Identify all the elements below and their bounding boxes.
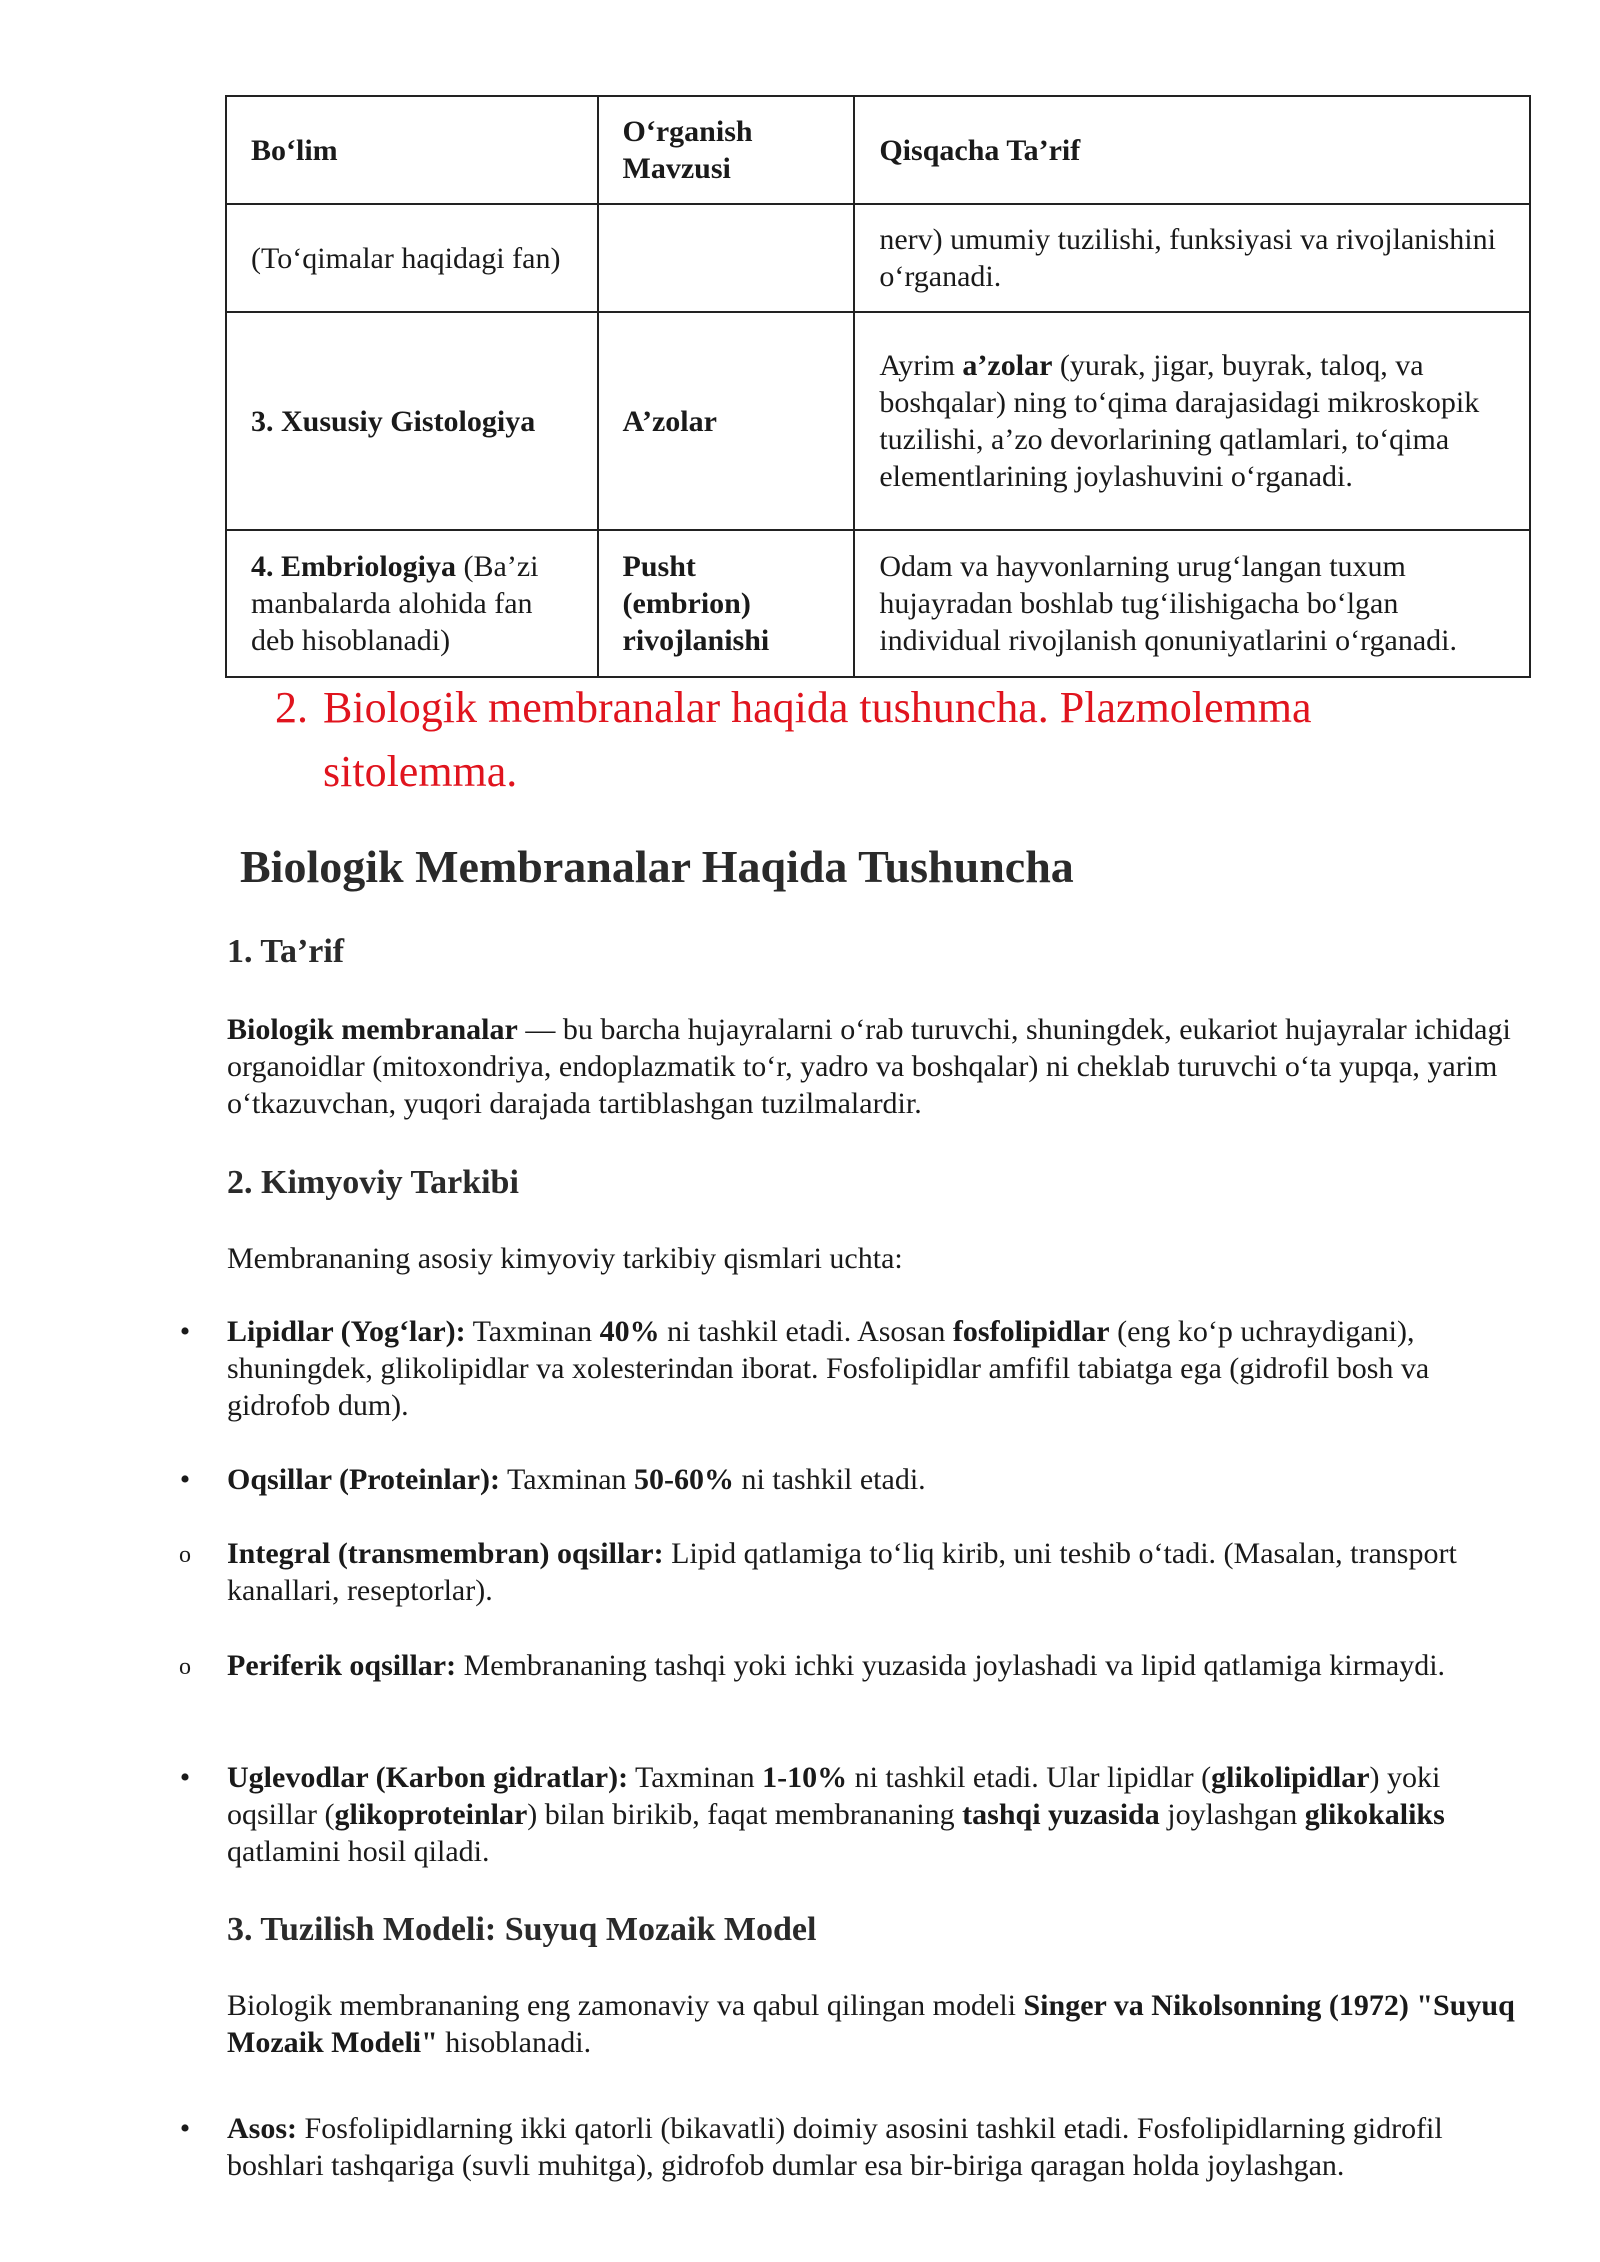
carbs-glikokaliks: glikokaliks [1304, 1798, 1445, 1831]
model-text: Biologik membrananing eng zamonaviy va qabul qilingan modeli [227, 1989, 1024, 2022]
table-row [226, 312, 1530, 530]
row2-topic-label: A’zolar [622, 404, 717, 438]
row1-description: nerv) umumiy tuzilishi, funksiyasi va rivojlanishini o‘rganadi. [854, 204, 1530, 312]
row1-topic [598, 204, 855, 312]
subheading-tuzilish-modeli: 3. Tuzilish Modeli: Suyuq Mozaik Model [227, 1911, 817, 1948]
lipids-fosfolipidlar: fosfolipidlar [952, 1315, 1110, 1348]
proteins-percent: 50-60% [634, 1463, 735, 1496]
header-organish-mavzusi: O‘rganish Mavzusi [598, 96, 855, 204]
lipids-text-3: (eng ko‘p uchraydigani), shuningdek, glikolipidlar va xolesterindan iborat. Fosfolipidlar amfifil tabiatga ega (gidrofil bosh va gidrofob dum). [227, 1315, 1430, 1422]
model-text-end: hisoblanadi. [437, 2026, 592, 2059]
circle-bullet-icon: o [179, 1654, 191, 1680]
lipids-label: Lipidlar (Yog‘lar): [227, 1315, 466, 1348]
bullet-icon: • [179, 1315, 191, 1348]
list-item-proteins [179, 1461, 1537, 1498]
row2-desc-bold: a’zolar [962, 349, 1053, 382]
row2-topic [598, 312, 855, 530]
model-name: Singer va Nikolsonning (1972) "Suyuq Mozaik Modeli" [227, 1989, 1515, 2059]
definition-text: — bu barcha hujayralarni o‘rab turuvchi, shuningdek, eukariot hujayralar ichidagi organoidlar (mitoxondriya, endoplazmatik to‘r, yadro va boshqalar) ni cheklab turuvchi o‘ta yupqa, yarim o‘tkazuvchan, yuqori darajada tartiblashgan tuzilmalardir. [227, 1013, 1511, 1120]
table-row [226, 204, 1530, 312]
row2-section-label: 3. Xususiy Gistologiya [251, 404, 536, 438]
row3-description: Odam va hayvonlarning urug‘langan tuxum hujayradan boshlab tug‘ilishigacha bo‘lgan individual rivojlanish qonuniyatlarini o‘rganadi. [854, 530, 1530, 677]
carbs-text-4: ) bilan birikib, faqat membrananing [527, 1798, 963, 1831]
asos-text: Fosfolipidlarning ikki qatorli (bikavatli) doimiy asosini tashkil etadi. Fosfolipidlarning gidrofil boshlari tashqariga (suvli muhitga), gidrofob dumlar esa bir-biriga qaragan holda joylashgan. [227, 2112, 1443, 2182]
header-bolim: Bo‘lim [226, 96, 598, 204]
carbs-text-2: ni tashkil etadi. Ular lipidlar ( [847, 1761, 1212, 1794]
bullet-icon: • [179, 2112, 191, 2145]
circle-bullet-icon: o [179, 1542, 191, 1568]
section-heading-number: 2. [275, 683, 308, 732]
row2-section [226, 312, 598, 530]
page-title: Biologik Membranalar Haqida Tushuncha [240, 841, 1074, 892]
row2-desc-post: (yurak, jigar, buyrak, taloq, va boshqalar) ning to‘qima darajasidagi mikroskopik tuzilishi, a’zo devorlarining qatlamlari, to‘qima elementlarining joylashuvini o‘rganadi. [879, 349, 1480, 493]
bullet-icon: • [179, 1463, 191, 1496]
lipids-text-2: ni tashkil etadi. Asosan [659, 1315, 953, 1348]
carbs-tashqi-yuzasida: tashqi yuzasida [962, 1798, 1160, 1831]
carbs-text-1: Taxminan [628, 1761, 763, 1794]
header-qisqacha-tarif: Qisqacha Ta’rif [854, 96, 1530, 204]
histology-table [225, 95, 1531, 678]
carbs-glikolipidlar: glikolipidlar [1211, 1761, 1370, 1794]
integral-label: Integral (transmembran) oqsillar: [227, 1537, 664, 1570]
lipids-percent: 40% [599, 1315, 660, 1348]
carbs-percent: 1-10% [762, 1761, 848, 1794]
row2-desc-pre: Ayrim [879, 349, 963, 382]
carbs-text-5: joylashgan [1159, 1798, 1305, 1831]
section-heading-text: Biologik membranalar haqida tushuncha. Plazmolemma sitolemma. [323, 683, 1312, 796]
bullet-icon: • [179, 1761, 191, 1794]
row3-section-bold: 4. Embriologiya [251, 550, 457, 583]
carbs-glikoproteinlar: glikoproteinlar [334, 1798, 528, 1831]
table-row [226, 530, 1530, 677]
lipids-text-1: Taxminan [465, 1315, 600, 1348]
definition-paragraph [227, 1011, 1537, 1122]
list-item-peripheral-proteins [179, 1647, 1537, 1684]
row2-description [854, 312, 1530, 530]
section-heading [275, 676, 1475, 804]
row3-topic-label: Pusht (embrion) rivojlanishi [622, 550, 770, 657]
list-item-integral-proteins [179, 1535, 1537, 1609]
asos-label: Asos: [227, 2112, 298, 2145]
row3-topic [598, 530, 855, 677]
list-item-carbohydrates [179, 1759, 1537, 1870]
composition-intro: Membrananing asosiy kimyoviy tarkibiy qismlari uchta: [227, 1242, 903, 1275]
peripheral-label: Periferik oqsillar: [227, 1649, 457, 1682]
integral-text: Lipid qatlamiga to‘liq kirib, uni teshib o‘tadi. (Masalan, transport kanallari, reseptorlar). [227, 1537, 1457, 1607]
proteins-label: Oqsillar (Proteinlar): [227, 1463, 501, 1496]
table-header-row [226, 96, 1530, 204]
carbs-text-3: ) yoki oqsillar ( [227, 1761, 1441, 1831]
row3-section [226, 530, 598, 677]
subheading-tarif: 1. Ta’rif [227, 933, 345, 970]
proteins-text-2: ni tashkil etadi. [734, 1463, 926, 1496]
model-paragraph [227, 1987, 1537, 2061]
carbs-label: Uglevodlar (Karbon gidratlar): [227, 1761, 629, 1794]
list-item-asos [179, 2110, 1537, 2184]
row3-section-rest: (Ba’zi manbalarda alohida fan deb hisoblanadi) [251, 550, 539, 657]
definition-term: Biologik membranalar [227, 1013, 518, 1046]
subheading-kimyoviy-tarkibi: 2. Kimyoviy Tarkibi [227, 1164, 519, 1201]
carbs-text-6: qatlamini hosil qiladi. [227, 1835, 490, 1868]
list-item-lipids [179, 1313, 1537, 1424]
row1-section: (To‘qimalar haqidagi fan) [226, 204, 598, 312]
peripheral-text: Membrananing tashqi yoki ichki yuzasida joylashadi va lipid qatlamiga kirmaydi. [456, 1649, 1446, 1682]
proteins-text-1: Taxminan [500, 1463, 635, 1496]
